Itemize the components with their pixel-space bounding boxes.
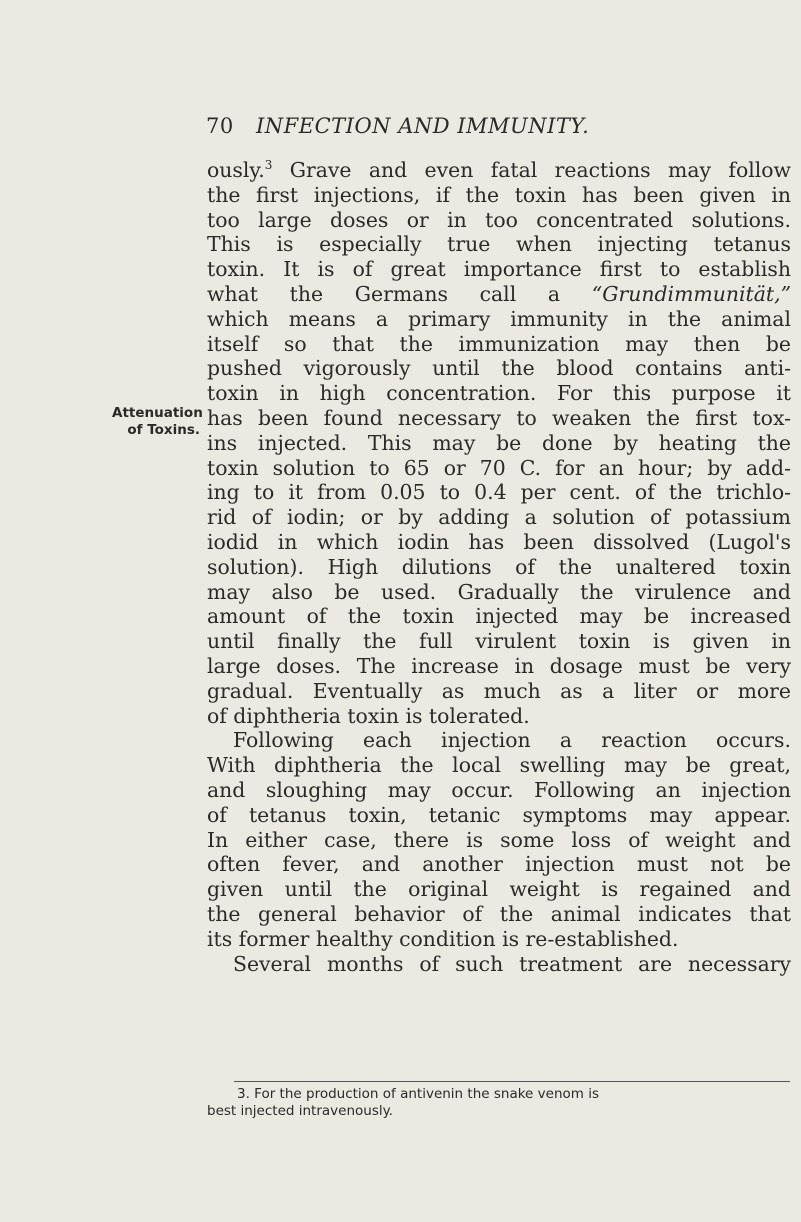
body-text xyxy=(207,158,791,976)
text-line-11: has been found necessary to weaken the first tox- xyxy=(207,405,791,430)
footnote-line-1: 3. For the production of antivenin the snake venom is xyxy=(237,1086,599,1102)
text-line-26: and sloughing may occur. Following an injection xyxy=(207,777,791,802)
text-line-6: what the Germans call a “Grundimmunität,” xyxy=(207,281,791,306)
page-number: 70 xyxy=(206,114,234,138)
text-line-17: solution). High dilutions of the unaltered toxin xyxy=(207,554,791,579)
footnote-line-2: best injected intravenously. xyxy=(207,1103,393,1119)
text-line-21: large doses. The increase in dosage must be very xyxy=(207,653,791,678)
text-line-8: itself so that the immunization may then be xyxy=(207,331,791,356)
text-line-13: toxin solution to 65 or 70 C. for an hour; by add- xyxy=(207,455,791,480)
running-title: INFECTION AND IMMUNITY. xyxy=(256,114,590,138)
text-line-19: amount of the toxin injected may be increased xyxy=(207,604,791,629)
text-line-23: of diphtheria toxin is tolerated. xyxy=(207,703,530,728)
text-line-27: of tetanus toxin, tetanic symptoms may appear. xyxy=(207,802,791,827)
text-line-28: In either case, there is some loss of weight and xyxy=(207,827,791,852)
text-line-4: This is especially true when injecting tetanus xyxy=(207,232,791,257)
text-line-14: ing to it from 0.05 to 0.4 per cent. of the trichlo- xyxy=(207,480,791,505)
italic-term: “Grundimmunität,” xyxy=(591,281,791,306)
margin-note-line-1: Attenuation xyxy=(112,405,203,421)
margin-note xyxy=(112,405,203,439)
text-line-15: rid of iodin; or by adding a solution of potassium xyxy=(207,505,791,530)
text-line-2: the first injections, if the toxin has been given in xyxy=(207,182,791,207)
text-line-22: gradual. Eventually as much as a liter or more xyxy=(207,678,791,703)
text-line-31: the general behavior of the animal indicates that xyxy=(207,901,791,926)
footnote xyxy=(207,1086,791,1120)
running-header xyxy=(206,114,801,138)
footnote-divider xyxy=(234,1081,790,1082)
text-line-10: toxin in high concentration. For this purpose it xyxy=(207,381,791,406)
text-line-12: ins injected. This may be done by heating the xyxy=(207,430,791,455)
text-line-25: With diphtheria the local swelling may be great, xyxy=(207,753,791,778)
text-line-29: often fever, and another injection must not be xyxy=(207,852,791,877)
text-line-24: Following each injection a reaction occurs. xyxy=(233,728,791,753)
text-line-3: too large doses or in too concentrated solutions. xyxy=(207,207,791,232)
margin-note-line-2: of Toxins. xyxy=(127,422,200,438)
text-line-5: toxin. It is of great importance first to establish xyxy=(207,257,791,282)
text-line-30: given until the original weight is regained and xyxy=(207,877,791,902)
text-line-7: which means a primary immunity in the animal xyxy=(207,306,791,331)
text-line-32: its former healthy condition is re-established. xyxy=(207,926,679,951)
footnote-ref: 3 xyxy=(264,158,273,173)
text-line-9: pushed vigorously until the blood contains anti- xyxy=(207,356,791,381)
text-line-33: Several months of such treatment are necessary xyxy=(233,951,791,976)
text-line-20: until finally the full virulent toxin is given in xyxy=(207,629,791,654)
text-line-1: ously.$^3$ Grave and even fatal reactions may follow xyxy=(207,158,791,182)
text-line-18: may also be used. Gradually the virulence and xyxy=(207,579,791,604)
text-line-16: iodid in which iodin has been dissolved (Lugol's xyxy=(207,529,791,554)
